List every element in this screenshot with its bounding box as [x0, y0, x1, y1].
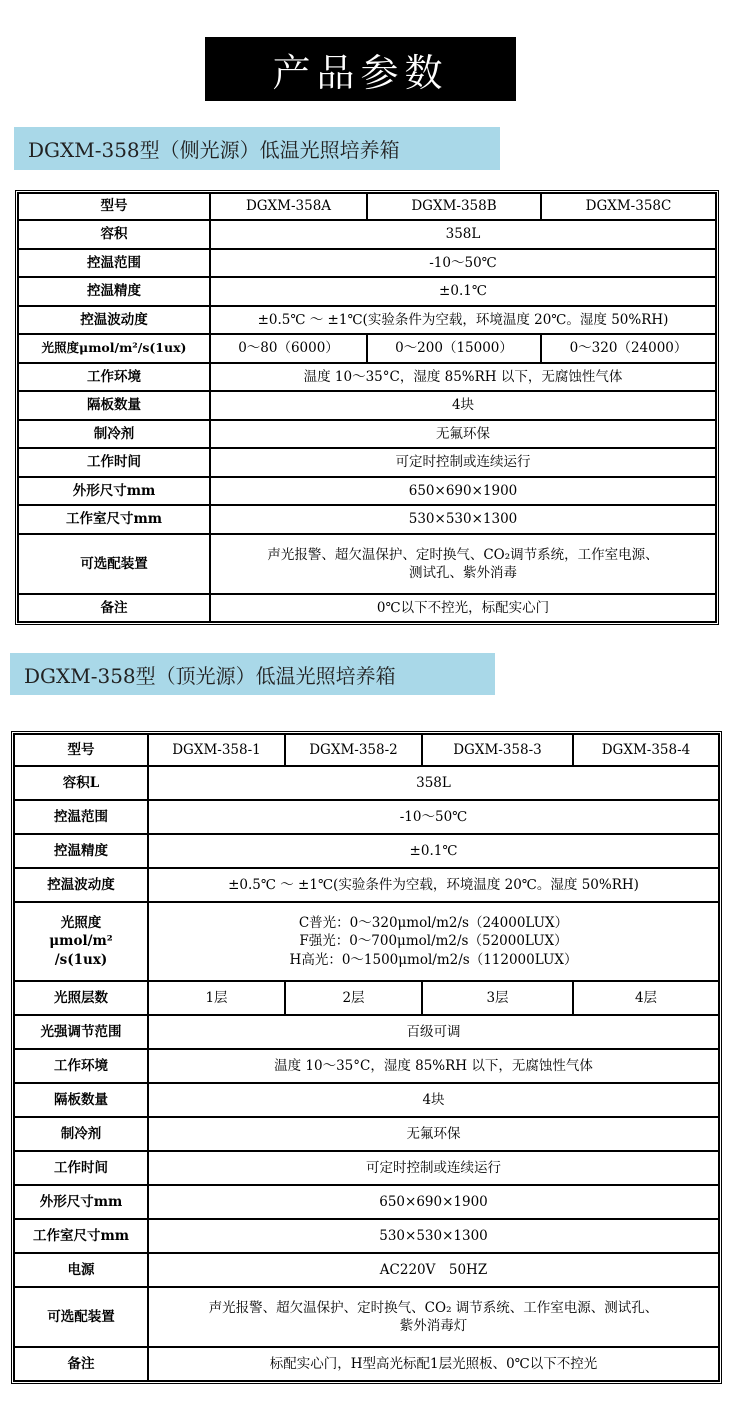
row-label-options: 可选配装置 [14, 1287, 148, 1347]
table-row [14, 868, 719, 902]
row-label-options: 可选配装置 [18, 534, 210, 594]
table-row [14, 800, 719, 834]
section2-title: DGXM-358型（顶光源）低温光照培养箱 [10, 653, 495, 695]
table-row [14, 1219, 719, 1253]
row-label-temp-fluct: 控温波动度 [18, 306, 210, 334]
row-label-temp-precision: 控温精度 [14, 834, 148, 868]
row-label-power: 电源 [14, 1253, 148, 1287]
options-line: 测试孔、紫外消毒 [409, 565, 517, 581]
light-label-line: /s(1ux) [54, 951, 108, 968]
notes-value: 0℃以下不控光，标配实心门 [210, 594, 716, 622]
table-row [18, 334, 716, 363]
table-row [14, 1083, 719, 1117]
env-value: 温度 10～35°C，湿度 85%RH 以下，无腐蚀性气体 [148, 1049, 719, 1083]
light-cell: 0～80（6000） [210, 334, 367, 363]
page-banner: 产品参数 [205, 37, 516, 101]
table-row [18, 594, 716, 622]
row-label-light: 光照度μmol/m²/s(1ux) [18, 334, 210, 363]
layer-cell: 2层 [285, 981, 422, 1015]
table-row [18, 249, 716, 277]
temp-range-value: -10～50℃ [210, 249, 716, 277]
table-row [18, 193, 716, 220]
light-cell: 0～200（15000） [367, 334, 541, 363]
options-line: 紫外消毒灯 [399, 1318, 468, 1334]
options-line: 声光报警、超欠温保护、定时换气、CO₂ 调节系统、工作室电源、测试孔、 [208, 1299, 659, 1316]
table-row [18, 505, 716, 534]
model-cell: DGXM-358-2 [285, 734, 422, 766]
section1-spec-table [17, 192, 717, 623]
temp-precision-value: ±0.1℃ [148, 834, 719, 868]
model-cell: DGXM-358-4 [573, 734, 719, 766]
light-line: H高光：0～1500μmol/m2/s（112000LUX） [289, 951, 578, 968]
row-label-notes: 备注 [14, 1347, 148, 1381]
options-line: 声光报警、超欠温保护、定时换气、CO₂调节系统，工作室电源、 [267, 546, 659, 563]
notes-value: 标配实心门，H型高光标配1层光照板、0℃以下不控光 [148, 1347, 719, 1381]
shelves-value: 4块 [210, 391, 716, 420]
options-value [148, 1287, 719, 1347]
chamber-size-value: 530×530×1300 [210, 505, 716, 534]
light-line: C普光：0～320μmol/m2/s（24000LUX） [298, 915, 569, 932]
light-label-line: μmol/m² [49, 933, 113, 950]
model-cell: DGXM-358C [541, 193, 716, 220]
row-label-temp-range: 控温范围 [18, 249, 210, 277]
row-label-model: 型号 [14, 734, 148, 766]
row-label-temp-fluct: 控温波动度 [14, 868, 148, 902]
table-row [18, 306, 716, 334]
table-row [18, 477, 716, 505]
section1-title: DGXM-358型（侧光源）低温光照培养箱 [14, 127, 500, 170]
table-row [14, 1347, 719, 1381]
work-time-value: 可定时控制或连续运行 [210, 448, 716, 477]
volume-value: 358L [210, 220, 716, 249]
row-label-chamber-size: 工作室尺寸mm [14, 1219, 148, 1253]
row-label-shelves: 隔板数量 [14, 1083, 148, 1117]
table-row [18, 363, 716, 391]
row-label-outer-size: 外形尺寸mm [14, 1185, 148, 1219]
light-line: F强光：0～700μmol/m2/s（52000LUX） [299, 933, 568, 950]
layer-cell: 3层 [422, 981, 573, 1015]
row-label-env: 工作环境 [14, 1049, 148, 1083]
row-label-temp-range: 控温范围 [14, 800, 148, 834]
row-label-notes: 备注 [18, 594, 210, 622]
layer-cell: 4层 [573, 981, 719, 1015]
temp-range-value: -10～50℃ [148, 800, 719, 834]
row-label-intensity: 光强调节范围 [14, 1015, 148, 1049]
row-label-shelves: 隔板数量 [18, 391, 210, 420]
options-value [210, 534, 716, 594]
volume-value: 358L [148, 766, 719, 800]
chamber-size-value: 530×530×1300 [148, 1219, 719, 1253]
table-row [14, 1185, 719, 1219]
refrigerant-value: 无氟环保 [148, 1117, 719, 1151]
table-row [14, 902, 719, 981]
light-cell: 0～320（24000） [541, 334, 716, 363]
refrigerant-value: 无氟环保 [210, 420, 716, 448]
model-cell: DGXM-358-1 [148, 734, 285, 766]
intensity-value: 百级可调 [148, 1015, 719, 1049]
env-value: 温度 10～35°C，湿度 85%RH 以下，无腐蚀性气体 [210, 363, 716, 391]
outer-size-value: 650×690×1900 [148, 1185, 719, 1219]
table-row [18, 448, 716, 477]
shelves-value: 4块 [148, 1083, 719, 1117]
table-row [14, 766, 719, 800]
table-row [14, 1151, 719, 1185]
row-label-outer-size: 外形尺寸mm [18, 477, 210, 505]
row-label-work-time: 工作时间 [14, 1151, 148, 1185]
row-label-temp-precision: 控温精度 [18, 277, 210, 306]
row-label-model: 型号 [18, 193, 210, 220]
section2-spec-table [13, 733, 720, 1382]
table-row [18, 391, 716, 420]
temp-fluct-value: ±0.5℃ ～ ±1℃(实验条件为空载，环境温度 20℃。湿度 50%RH) [210, 306, 716, 334]
table-row [14, 1117, 719, 1151]
table-row [18, 420, 716, 448]
model-cell: DGXM-358B [367, 193, 541, 220]
row-label-refrigerant: 制冷剂 [14, 1117, 148, 1151]
row-label-volume: 容积 [18, 220, 210, 249]
table-row [14, 981, 719, 1015]
table-row [18, 277, 716, 306]
work-time-value: 可定时控制或连续运行 [148, 1151, 719, 1185]
table-row [14, 1253, 719, 1287]
row-label-volume: 容积L [14, 766, 148, 800]
table-row [18, 534, 716, 594]
table-row [14, 1049, 719, 1083]
layer-cell: 1层 [148, 981, 285, 1015]
table-row [14, 734, 719, 766]
table-row [18, 220, 716, 249]
table-row [14, 1287, 719, 1347]
light-value [148, 902, 719, 981]
row-label-chamber-size: 工作室尺寸mm [18, 505, 210, 534]
table-row [14, 834, 719, 868]
row-label-refrigerant: 制冷剂 [18, 420, 210, 448]
model-cell: DGXM-358A [210, 193, 367, 220]
table-row [14, 1015, 719, 1049]
row-label-work-time: 工作时间 [18, 448, 210, 477]
model-cell: DGXM-358-3 [422, 734, 573, 766]
power-value: AC220V 50HZ [148, 1253, 719, 1287]
row-label-light [14, 902, 148, 981]
temp-fluct-value: ±0.5℃ ～ ±1℃(实验条件为空载，环境温度 20℃。湿度 50%RH) [148, 868, 719, 902]
outer-size-value: 650×690×1900 [210, 477, 716, 505]
row-label-env: 工作环境 [18, 363, 210, 391]
temp-precision-value: ±0.1℃ [210, 277, 716, 306]
light-label-line: 光照度 [60, 915, 102, 932]
row-label-layers: 光照层数 [14, 981, 148, 1015]
